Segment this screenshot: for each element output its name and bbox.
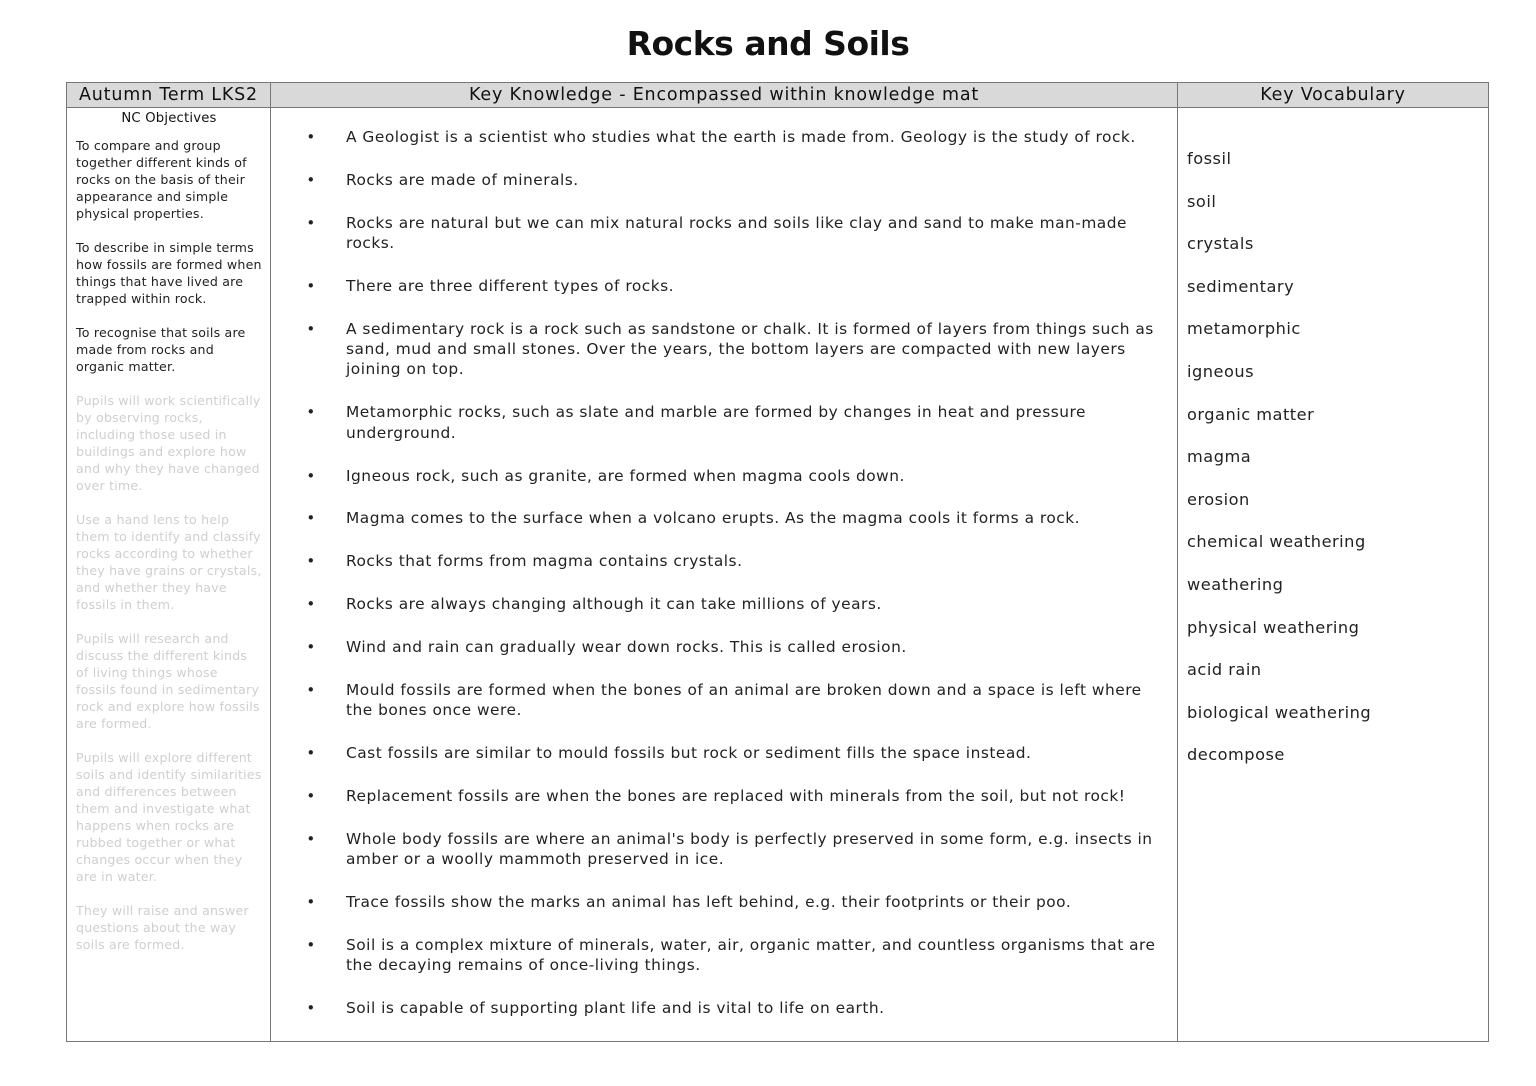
knowledge-item [304, 829, 1165, 870]
content-row [67, 108, 1489, 1042]
knowledge-item [304, 786, 1165, 806]
knowledge-text: Mould fossils are formed when the bones of an animal are broken down and a space is left where the bones once were. [346, 680, 1142, 720]
bullet-icon: • [306, 319, 316, 338]
term-header: Autumn Term LKS2 [67, 83, 271, 108]
knowledge-text: Cast fossils are similar to mould fossils but rock or sediment fills the space instead. [346, 744, 1032, 763]
knowledge-item [304, 892, 1165, 912]
objective-item: Pupils will work scientifically by observing rocks, including those used in buildings and explore how and why they have changed over time. [76, 393, 261, 493]
knowledge-text: Metamorphic rocks, such as slate and marble are formed by changes in heat and pressure underground. [346, 403, 1086, 442]
knowledge-item [304, 508, 1165, 528]
knowledge-item [304, 466, 1165, 486]
vocabulary-item: metamorphic [1187, 319, 1301, 339]
knowledge-text: Rocks that forms from magma contains crystals. [346, 552, 743, 571]
knowledge-text: A Geologist is a scientist who studies what the earth is made from. Geology is the study of rock. [346, 128, 1136, 146]
knowledge-mat-table [66, 82, 1489, 1042]
vocabulary-item: weathering [1187, 574, 1284, 594]
bullet-icon: • [306, 552, 316, 571]
knowledge-item [304, 213, 1165, 254]
objective-item: To describe in simple terms how fossils are formed when things that have lived are trapped within rock. [76, 240, 262, 306]
knowledge-item [304, 551, 1165, 571]
objectives-list [76, 137, 262, 953]
bullet-icon: • [306, 744, 316, 763]
knowledge-item [304, 998, 1165, 1018]
bullet-icon: • [306, 999, 316, 1018]
page-title: Rocks and Soils [626, 24, 910, 63]
bullet-icon: • [306, 595, 316, 614]
bullet-icon: • [306, 128, 316, 146]
vocabulary-item: sedimentary [1187, 276, 1295, 296]
vocabulary-item: crystals [1187, 234, 1254, 254]
knowledge-text: Soil is a complex mixture of minerals, water, air, organic matter, and countless organisms that are the decaying remains of once-living things. [346, 936, 1156, 975]
vocabulary-cell [1178, 108, 1489, 1042]
knowledge-text: Soil is capable of supporting plant life and is vital to life on earth. [346, 999, 885, 1018]
knowledge-header: Key Knowledge - Encompassed within knowledge mat [271, 83, 1178, 108]
knowledge-item [304, 402, 1165, 443]
vocabulary-item: chemical weathering [1187, 532, 1366, 552]
vocabulary-item: organic matter [1187, 404, 1315, 424]
knowledge-cell [271, 108, 1178, 1042]
knowledge-text: There are three different types of rocks. [346, 276, 675, 295]
vocabulary-item: erosion [1187, 489, 1250, 509]
knowledge-text: Trace fossils show the marks an animal has left behind, e.g. their footprints or their poo. [346, 893, 1072, 912]
vocabulary-item: decompose [1187, 745, 1285, 765]
knowledge-text: Magma comes to the surface when a volcano erupts. As the magma cools it forms a rock. [346, 509, 1081, 528]
objective-item: To recognise that soils are made from rocks and organic matter. [76, 325, 246, 374]
knowledge-item [304, 276, 1165, 296]
knowledge-item [304, 594, 1165, 614]
bullet-icon: • [306, 638, 316, 657]
knowledge-item [304, 127, 1165, 147]
vocabulary-item: physical weathering [1187, 617, 1360, 637]
bullet-icon: • [306, 509, 316, 528]
knowledge-text: Whole body fossils are where an animal's body is perfectly preserved in some form, e.g. insects in amber or a woolly mammoth preserved in ice. [346, 829, 1153, 869]
knowledge-text: Wind and rain can gradually wear down rocks. This is called erosion. [346, 638, 907, 657]
objectives-cell [67, 108, 271, 1042]
bullet-icon: • [306, 936, 316, 955]
knowledge-item [304, 637, 1165, 657]
bullet-icon: • [306, 680, 316, 699]
vocabulary-header: Key Vocabulary [1178, 83, 1489, 108]
knowledge-item [304, 743, 1165, 763]
bullet-icon: • [306, 213, 316, 232]
vocabulary-item: biological weathering [1187, 702, 1372, 722]
knowledge-list [271, 127, 1165, 1019]
objective-item: They will raise and answer questions about the way soils are formed. [76, 903, 249, 952]
bullet-icon: • [306, 829, 316, 848]
knowledge-item [304, 170, 1165, 190]
knowledge-text: Rocks are made of minerals. [346, 170, 579, 189]
bullet-icon: • [306, 893, 316, 912]
bullet-icon: • [306, 787, 316, 806]
vocabulary-item: soil [1187, 191, 1217, 211]
bullet-icon: • [306, 276, 316, 295]
knowledge-text: A sedimentary rock is a rock such as sandstone or chalk. It is formed of layers from things such as sand, mud and small stones. Over the years, the bottom layers are compacted with new layers joining on top. [346, 319, 1154, 379]
bullet-icon: • [306, 403, 316, 422]
knowledge-item [304, 680, 1165, 721]
nc-objectives-heading: NC Objectives [121, 111, 217, 126]
vocabulary-item: igneous [1187, 361, 1255, 381]
objective-item: Use a hand lens to help them to identify and classify rocks according to whether they have grains or crystals, and whether they have fossils in them. [76, 512, 262, 612]
bullet-icon: • [306, 466, 316, 485]
objective-item: Pupils will research and discuss the different kinds of living things whose fossils found in sedimentary rock and explore how fossils are formed. [76, 631, 260, 731]
knowledge-text: Replacement fossils are when the bones are replaced with minerals from the soil, but not rock! [346, 787, 1126, 806]
knowledge-text: Igneous rock, such as granite, are formed when magma cools down. [346, 466, 905, 485]
vocabulary-item: magma [1187, 447, 1252, 467]
objective-item: Pupils will explore different soils and identify similarities and differences between them and investigate what happens when rocks are rubbed together or what changes occur when they are in water. [76, 750, 262, 884]
header-row [67, 83, 1489, 108]
vocabulary-item: fossil [1187, 149, 1232, 168]
objective-item: To compare and group together different kinds of rocks on the basis of their appearance and simple physical properties. [76, 138, 247, 221]
knowledge-item [304, 319, 1165, 380]
knowledge-text: Rocks are always changing although it can take millions of years. [346, 595, 882, 614]
vocabulary-list [1187, 148, 1488, 765]
knowledge-text: Rocks are natural but we can mix natural rocks and soils like clay and sand to make man-made rocks. [346, 213, 1127, 253]
bullet-icon: • [306, 170, 316, 189]
vocabulary-item: acid rain [1187, 660, 1262, 680]
knowledge-item [304, 935, 1165, 976]
